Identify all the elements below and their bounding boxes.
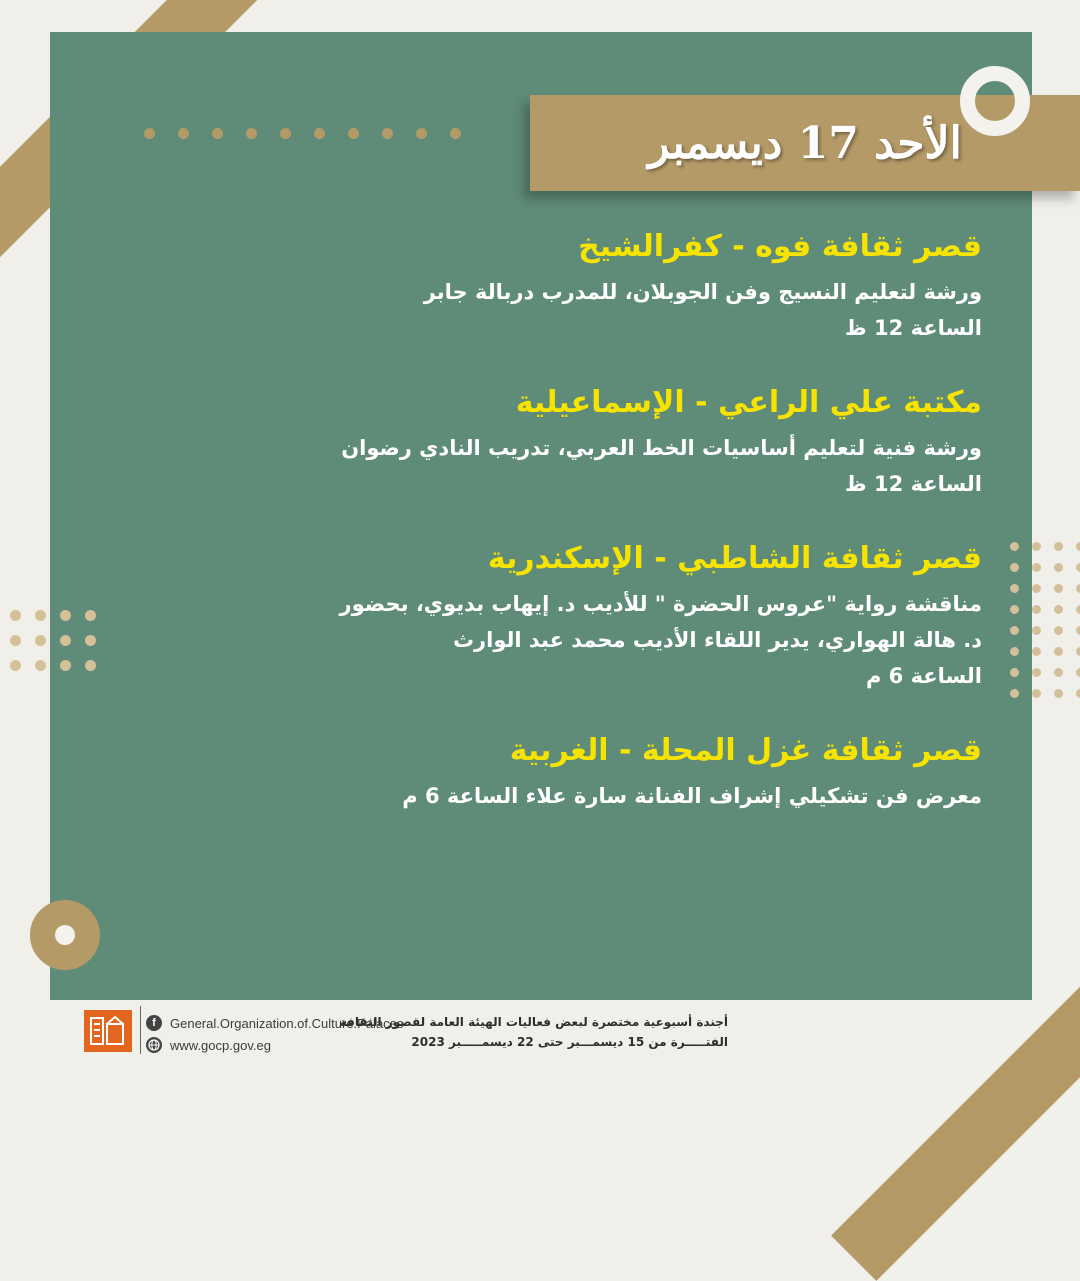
event-item xyxy=(262,384,982,502)
event-list xyxy=(262,228,982,852)
event-description: مناقشة رواية "عروس الحضرة " للأديب د. إيهاب بديوي، بحضور xyxy=(339,592,982,616)
event-description: ورشة فنية لتعليم أساسيات الخط العربي، تدريب النادي رضوان xyxy=(341,436,982,460)
facebook-page-name: General.Organization.of.Culture.Palaces xyxy=(170,1015,404,1031)
event-item xyxy=(262,228,982,346)
event-venue-title: قصر ثقافة فوه - كفرالشيخ xyxy=(578,229,982,264)
agenda-period-note xyxy=(340,1012,728,1052)
event-time: الساعة 6 م xyxy=(865,664,982,688)
agenda-period-line: الفتـــــرة من 15 ديسمـــبر حتى 22 ديسمـــــبر 2023 xyxy=(411,1035,728,1049)
decorative-ring-top xyxy=(960,66,1030,136)
facebook-icon: f xyxy=(146,1015,162,1031)
event-venue-title: مكتبة علي الراعي - الإسماعيلية xyxy=(515,385,982,420)
event-venue-title: قصر ثقافة الشاطبي - الإسكندرية xyxy=(487,541,982,576)
event-item xyxy=(262,540,982,694)
event-time: الساعة 12 ظ xyxy=(844,316,982,340)
globe-icon xyxy=(146,1037,162,1053)
decorative-dot-grid-left xyxy=(10,610,96,671)
decorative-ring-bottom xyxy=(30,900,100,970)
footer-divider xyxy=(140,1006,141,1054)
organization-logo xyxy=(84,1010,132,1052)
website-url: www.gocp.gov.eg xyxy=(170,1037,271,1053)
decorative-dot-grid-right xyxy=(1010,542,1080,698)
logo-mark-icon xyxy=(89,1014,127,1048)
decorative-dot-row xyxy=(144,128,462,139)
event-description: معرض فن تشكيلي إشراف الفنانة سارة علاء الساعة 6 م xyxy=(402,784,982,808)
event-description: ورشة لتعليم النسيج وفن الجوبلان، للمدرب دربالة جابر xyxy=(423,280,982,304)
event-time: الساعة 12 ظ xyxy=(844,472,982,496)
event-description: د. هالة الهواري، يدير اللقاء الأديب محمد عبد الوارث xyxy=(452,628,982,652)
date-heading: الأحد 17 ديسمبر xyxy=(648,117,962,169)
event-item xyxy=(262,732,982,814)
agenda-note-line: أجندة أسبوعية مختصرة لبعض فعاليات الهيئة العامة لقصور الثقافة xyxy=(339,1015,728,1029)
event-venue-title: قصر ثقافة غزل المحلة - الغربية xyxy=(509,733,982,768)
